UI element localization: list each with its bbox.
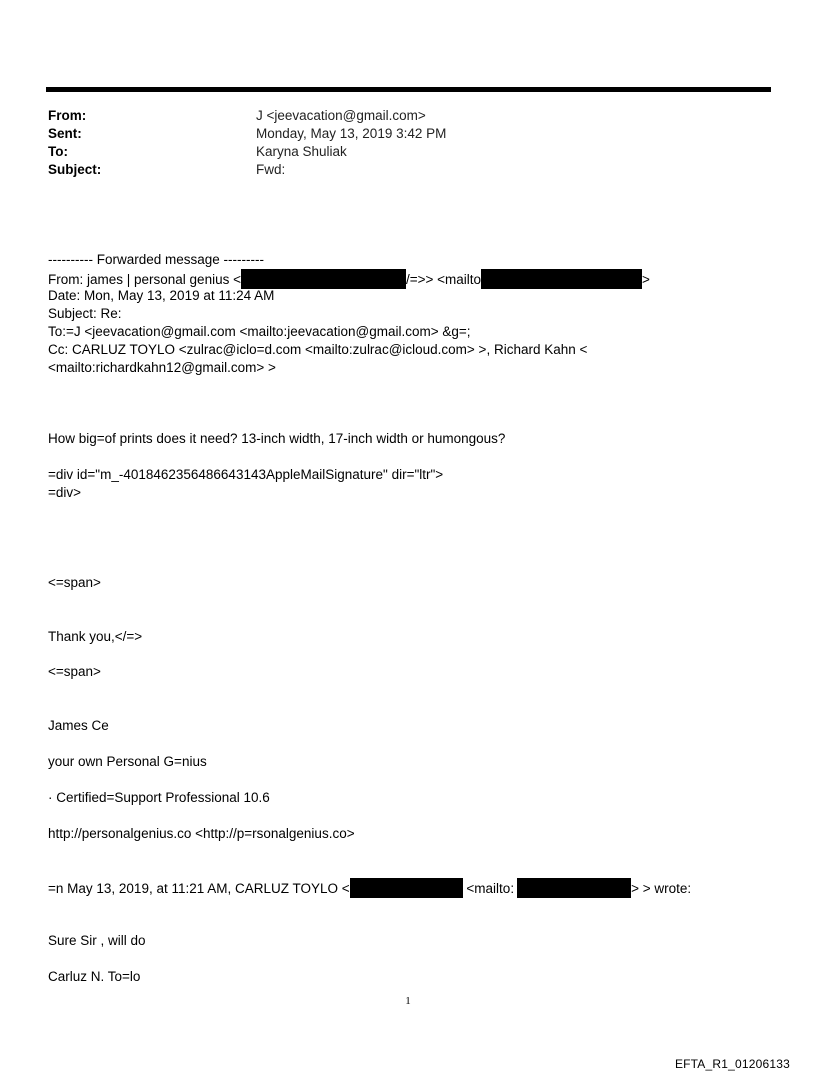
redaction-box [517, 878, 631, 898]
forwarded-cc: Cc: CARLUZ TOYLO <zulrac@iclo=d.com <mailto:zulrac@icloud.com> >, Richard Kahn < [48, 342, 588, 357]
to-label: To: [48, 144, 68, 159]
from-label: From: [48, 108, 87, 123]
bates-number: EFTA_R1_01206133 [674, 1057, 790, 1071]
page-number: 1 [405, 995, 411, 1007]
signature-certified: · Certified=Support Professional 10.6 [48, 790, 270, 805]
wrote-line [48, 878, 691, 898]
wrote-prefix: =n May 13, 2019, at 11:21 AM, CARLUZ TOYLO < [48, 881, 350, 896]
div-open-tag: =div id="m_-4018462356486643143AppleMailSignature" dir="ltr"> [48, 467, 444, 482]
question-text: How big=of prints does it need? 13-inch width, 17-inch width or humongous? [48, 431, 506, 446]
span-tag: <=span> [48, 664, 101, 679]
signature-tagline: your own Personal G=nius [48, 754, 207, 769]
redaction-box [481, 269, 642, 289]
forwarded-from-end: > [642, 272, 650, 287]
from-value: J <jeevacation@gmail.com> [256, 108, 426, 123]
thanks-text: Thank you,</=> [48, 629, 143, 644]
wrote-end: > > wrote: [631, 881, 692, 896]
reply-signoff: Carluz N. To=lo [48, 969, 141, 984]
forwarded-separator: ---------- Forwarded message --------- [48, 252, 264, 267]
forwarded-cc-continued: <mailto:richardkahn12@gmail.com> > [48, 360, 276, 375]
span-tag: <=span> [48, 575, 101, 590]
signature-name: James Ce [48, 718, 109, 733]
forwarded-from-prefix: From: james | personal genius < [48, 272, 241, 287]
redaction-box [241, 269, 406, 289]
subject-label: Subject: [48, 162, 102, 177]
to-value: Karyna Shuliak [256, 144, 347, 159]
redaction-box [350, 878, 463, 898]
header-rule [46, 87, 771, 92]
div-close-tag: =div> [48, 485, 82, 500]
sent-value: Monday, May 13, 2019 3:42 PM [256, 126, 447, 141]
forwarded-to: To:=J <jeevacation@gmail.com <mailto:jeevacation@gmail.com> &g=; [48, 324, 471, 339]
wrote-mailto: <mailto: [462, 881, 515, 896]
subject-value: Fwd: [256, 162, 286, 177]
forwarded-from-mailto: /=>> <mailto [405, 272, 482, 287]
forwarded-from-line [48, 269, 650, 289]
forwarded-date: Date: Mon, May 13, 2019 at 11:24 AM [48, 288, 275, 303]
sent-label: Sent: [48, 126, 82, 141]
signature-url: http://personalgenius.co <http://p=rsonalgenius.co> [48, 826, 355, 841]
forwarded-subject: Subject: Re: [48, 306, 122, 321]
reply-text: Sure Sir , will do [48, 933, 146, 948]
